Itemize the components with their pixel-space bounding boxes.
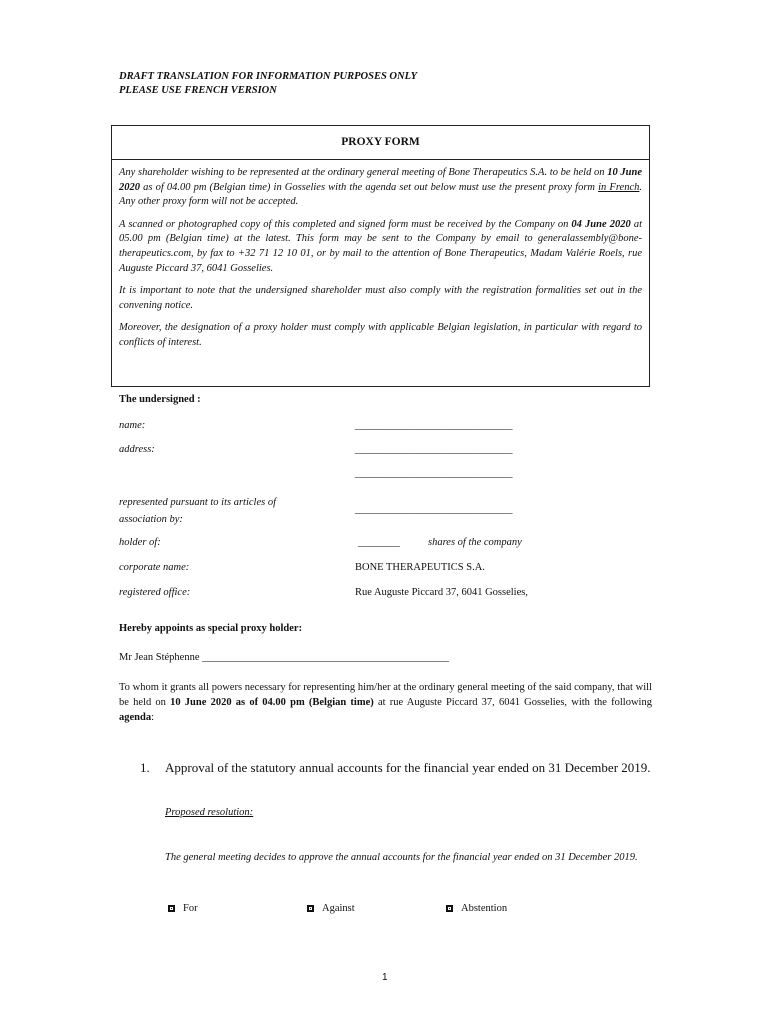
holder-label: holder of: (119, 537, 161, 548)
proxy-form-title: PROXY FORM (112, 126, 649, 160)
name-label: name: (119, 420, 146, 431)
checkbox-icon[interactable] (168, 905, 175, 912)
checkbox-icon[interactable] (307, 905, 314, 912)
address-field-1[interactable]: ______________________________ (355, 444, 513, 455)
p1-text-a: Any shareholder wishing to be represented at the ordinary general meeting of Bone Therapeutics S.A. to be held on (119, 167, 608, 178)
powers-paragraph (119, 680, 652, 725)
vote-for-label: For (183, 903, 198, 914)
powers-text-end: : (151, 712, 155, 723)
page-number: 1 (382, 972, 388, 983)
appoints-heading: Hereby appoints as special proxy holder: (119, 623, 303, 634)
agenda-item-number: 1. (140, 760, 150, 775)
instruction-paragraph-2 (119, 218, 642, 276)
p1-in-french: in French (598, 181, 640, 193)
proposed-resolution-label: Proposed resolution: (165, 807, 254, 818)
undersigned-heading: The undersigned : (119, 394, 201, 405)
draft-line-2: PLEASE USE FRENCH VERSION (119, 85, 277, 96)
vote-option-against[interactable] (307, 903, 355, 914)
p1-text-c: . Any other proxy form will not be accepted. (119, 181, 642, 208)
p2-deadline-date: 04 June 2020 (571, 218, 631, 230)
represented-label-line-1: represented pursuant to its articles of (119, 497, 277, 508)
instruction-paragraph-4: Moreover, the designation of a proxy holder must comply with applicable Belgian legislation, in particular with regard to conflicts of interest. (119, 322, 642, 348)
proxy-form-box (111, 125, 650, 387)
checkbox-icon[interactable] (446, 905, 453, 912)
registered-office-label: registered office: (119, 587, 191, 598)
vote-abstention-label: Abstention (461, 903, 508, 914)
corporate-name-value: BONE THERAPEUTICS S.A. (355, 562, 485, 573)
address-label: address: (119, 444, 155, 455)
p2-text-b: at 05.00 pm (Belgian time) at the latest. This form may be sent to the Company by email to generalassembly@bone-therapeutics.com, by fax to +32 71 12 10 01, or by mail to the attention of Bone Therapeutics, Madam Valérie Roels, rue Auguste Piccard 37, 6041 Gosselies. (119, 218, 642, 274)
p1-text-b: as of 04.00 pm (Belgian time) in Gosselies with the agenda set out below must use the present proxy form (140, 181, 599, 193)
corporate-name-label: corporate name: (119, 562, 190, 573)
powers-meeting-date: 10 June 2020 as of 04.00 pm (Belgian time) (170, 697, 374, 708)
powers-text-a: To whom it grants all powers necessary for representing him/her at the ordinary general meeting of the said company, that will be held on (119, 682, 652, 708)
vote-option-for[interactable] (168, 903, 198, 914)
p2-text-a: A scanned or photographed copy of this completed and signed form must be received by the Company on (119, 218, 572, 230)
agenda-item-1 (140, 759, 652, 776)
powers-text-b: at rue Auguste Piccard 37, 6041 Gosselies, with the following (373, 697, 652, 708)
proxy-form-instructions (112, 160, 649, 351)
p1-meeting-date: 10 June 2020 (119, 167, 643, 193)
instruction-paragraph-1 (119, 166, 642, 210)
agenda-item-text: Approval of the statutory annual accounts for the financial year ended on 31 December 2019. (165, 760, 651, 775)
name-field[interactable]: ______________________________ (355, 420, 513, 431)
draft-notice (119, 70, 417, 98)
proxy-holder-line[interactable]: Mr Jean Stéphenne _______________________________________________ (119, 652, 449, 663)
registered-office-value: Rue Auguste Piccard 37, 6041 Gosselies, (355, 587, 528, 598)
shares-count-field[interactable]: ________ (358, 537, 400, 548)
vote-against-label: Against (322, 903, 355, 914)
represented-label (119, 494, 276, 528)
address-field-2[interactable]: ______________________________ (355, 468, 513, 479)
instruction-paragraph-3: It is important to note that the undersigned shareholder must also comply with the registration formalities set out in the convening notice. (119, 285, 642, 311)
shares-text: shares of the company (428, 537, 522, 548)
powers-agenda-word: agenda (119, 712, 152, 723)
representative-field[interactable]: ______________________________ (355, 504, 513, 515)
resolution-text: The general meeting decides to approve the annual accounts for the financial year ended on 31 December 2019. (165, 852, 638, 863)
represented-label-line-2: association by: (119, 514, 183, 525)
vote-option-abstention[interactable] (446, 903, 507, 914)
draft-line-1: DRAFT TRANSLATION FOR INFORMATION PURPOSES ONLY (119, 71, 418, 82)
